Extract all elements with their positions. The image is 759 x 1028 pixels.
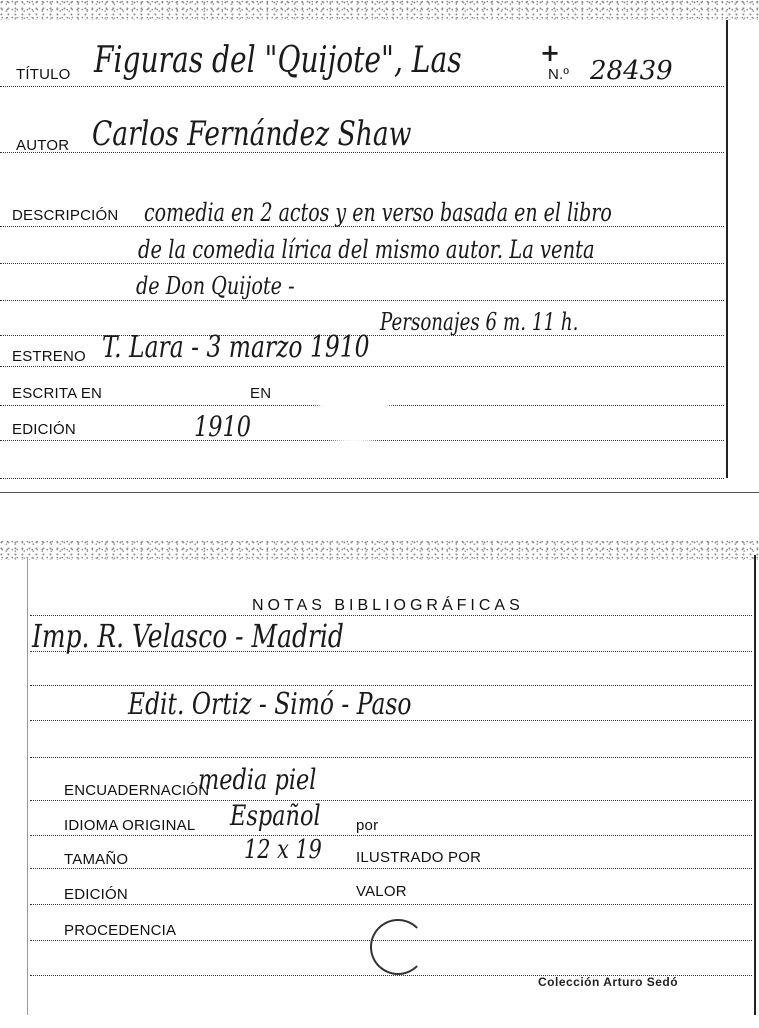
description-line-2: de la comedia lírica del mismo autor. La venta: [138, 235, 595, 264]
title-label: TÍTULO: [16, 66, 71, 83]
premiere-label: ESTRENO: [12, 348, 86, 365]
premiere-value: T. Lara - 3 marzo 1910: [102, 330, 370, 365]
notes-heading: NOTAS BIBLIOGRÁFICAS: [252, 597, 524, 614]
author-value: Carlos Fernández Shaw: [92, 114, 412, 154]
catalog-card-bottom: [0, 535, 759, 1028]
language-label: IDIOMA ORIGINAL: [64, 817, 196, 834]
edition-label: EDICIÓN: [64, 886, 128, 903]
scan-noise: [0, 540, 759, 560]
card-bottom-edge: [0, 492, 759, 493]
binding-value: media piel: [198, 763, 317, 796]
card-left-edge: [27, 557, 28, 1015]
provenance-label: PROCEDENCIA: [64, 922, 177, 939]
note-publisher: Edit. Ortiz - Simó - Paso: [128, 687, 412, 722]
language-value: Español: [230, 799, 321, 832]
stamp-mark: [370, 919, 426, 975]
title-value: Figuras del "Quijote", Las: [94, 40, 462, 81]
edition-label: EDICIÓN: [12, 421, 76, 438]
record-mark: +: [540, 38, 561, 67]
erased-stamp: [318, 375, 390, 445]
size-label: TAMAÑO: [64, 851, 129, 868]
illustrator-label: ILUSTRADO POR: [356, 849, 482, 866]
en-label: EN: [250, 385, 272, 402]
personajes-note: Personajes 6 m. 11 h.: [380, 308, 579, 336]
description-label: DESCRIPCIÓN: [12, 207, 119, 224]
scan-noise: [0, 0, 759, 20]
written-in-label: ESCRITA EN: [12, 385, 103, 402]
note-printer: Imp. R. Velasco - Madrid: [32, 617, 344, 655]
catalog-card-top: [0, 0, 759, 495]
description-line-1: comedia en 2 actos y en verso basada en el libro: [144, 198, 612, 227]
size-value: 12 x 19: [244, 835, 322, 865]
value-label: VALOR: [356, 883, 407, 900]
card-right-edge: [754, 555, 756, 1015]
por-label: por: [356, 817, 379, 834]
author-label: AUTOR: [16, 137, 70, 154]
edition-value: 1910: [194, 410, 252, 443]
card-right-edge: [726, 20, 728, 478]
description-line-3: de Don Quijote -: [136, 272, 295, 300]
number-label: N.º: [548, 66, 570, 83]
binding-label: ENCUADERNACIÓN: [64, 782, 210, 799]
number-value: 28439: [590, 56, 673, 86]
collection-credit: Colección Arturo Sedó: [538, 975, 679, 989]
